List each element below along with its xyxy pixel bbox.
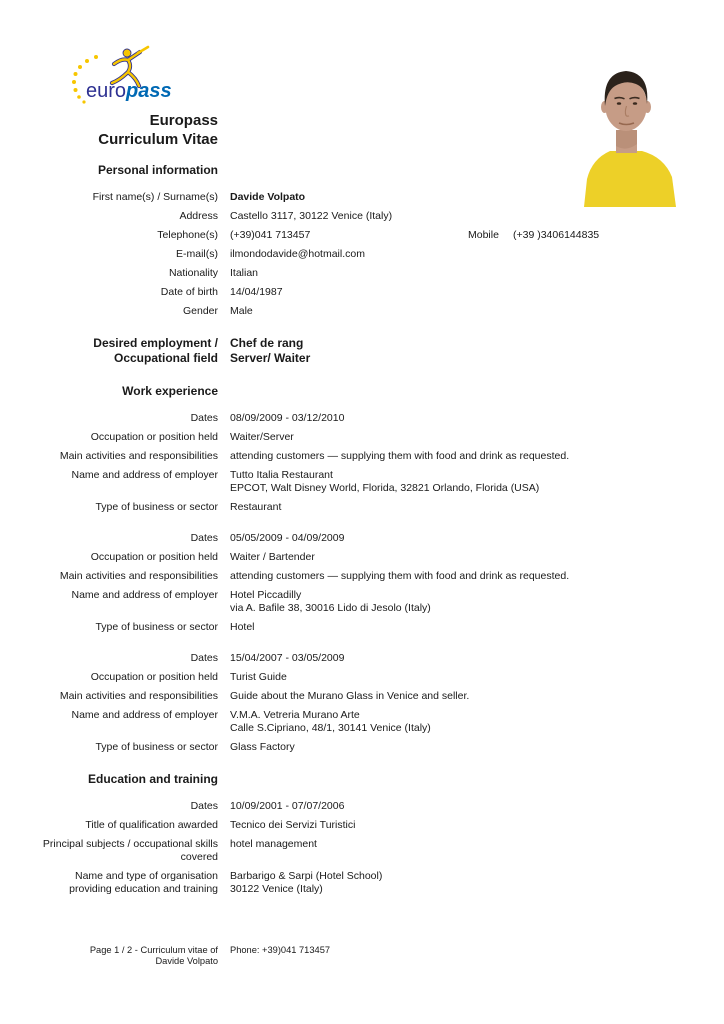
field-label-line: Gender: [182, 305, 218, 317]
field-label: [40, 248, 218, 261]
field-value: [230, 838, 684, 851]
section-heading-row: [40, 772, 684, 786]
field-label-line: Dates: [190, 652, 218, 664]
field-label: [40, 551, 218, 564]
field-label-line: Type of business or sector: [95, 621, 218, 633]
field-label: [40, 838, 218, 864]
field-label-line: Dates: [190, 532, 218, 544]
field-value: [230, 671, 684, 684]
field-row: [40, 621, 684, 634]
field-row: [40, 589, 684, 615]
field-label-line: Date of birth: [160, 286, 218, 298]
field-label-line: Type of business or sector: [95, 741, 218, 753]
section-heading: Education and training: [87, 772, 218, 786]
field-label-line: Main activities and responsibilities: [59, 570, 218, 582]
field-label: [40, 210, 218, 223]
field-value-line: Male: [230, 305, 253, 317]
field-row: [40, 532, 684, 545]
field-value: [230, 621, 684, 634]
field-label-line: Telephone(s): [157, 229, 218, 241]
field-value: [230, 450, 684, 463]
field-row: [40, 229, 684, 242]
field-label: [40, 709, 218, 722]
telephone-value: (+39)041 713457: [230, 229, 311, 241]
field-value-line: Turist Guide: [230, 671, 287, 683]
field-label-line: Principal subjects / occupational skills: [42, 838, 218, 850]
title-line-1: Europass: [149, 112, 218, 129]
cv-sections: [40, 163, 684, 896]
field-row: [40, 286, 684, 299]
field-label: [40, 336, 218, 366]
field-label-line: Name and address of employer: [71, 469, 218, 481]
field-label-line: Name and type of organisation: [74, 870, 218, 882]
field-value: [230, 551, 684, 564]
field-row: [40, 305, 684, 318]
field-label: [40, 621, 218, 634]
field-value-line: Glass Factory: [230, 741, 295, 753]
field-label-line: Main activities and responsibilities: [59, 690, 218, 702]
field-label-line: Name and address of employer: [71, 709, 218, 721]
field-label-line: Main activities and responsibilities: [59, 450, 218, 462]
field-row: [40, 431, 684, 444]
cv-section: [40, 384, 684, 754]
footer-phone: Phone: +39)041 713457: [230, 945, 331, 955]
field-row: [40, 501, 684, 514]
field-value-line: Davide Volpato: [230, 191, 306, 203]
field-row: [40, 570, 684, 583]
field-value-line: ilmondodavide@hotmail.com: [230, 248, 365, 260]
field-row: [40, 709, 684, 735]
mobile-value: (+39 )3406144835: [513, 229, 600, 241]
field-value-line: EPCOT, Walt Disney World, Florida, 32821 Orlando, Florida (USA): [230, 482, 540, 494]
field-label-line: covered: [180, 851, 218, 863]
field-value: [230, 570, 684, 583]
field-value: [230, 336, 684, 366]
field-value-line: Calle S.Cipriano, 48/1, 30141 Venice (Italy): [230, 722, 431, 734]
field-value-line: Waiter/Server: [230, 431, 294, 443]
field-label: [40, 570, 218, 583]
field-label: [40, 690, 218, 703]
field-value-line: 30122 Venice (Italy): [230, 883, 323, 895]
section-heading-row: [40, 384, 684, 398]
field-label: [40, 267, 218, 280]
field-value: [230, 741, 684, 754]
field-row: [40, 819, 684, 832]
field-row: [40, 800, 684, 813]
field-value-line: Server/ Waiter: [230, 351, 311, 365]
field-value-line: Guide about the Murano Glass in Venice and seller.: [230, 690, 470, 702]
field-label-line: Dates: [190, 412, 218, 424]
field-label-line: Occupation or position held: [90, 431, 218, 443]
field-label: [40, 229, 218, 242]
field-value: [230, 652, 684, 665]
entry-group: [40, 652, 684, 754]
cv-section: [40, 772, 684, 896]
field-value-line: Barbarigo & Sarpi (Hotel School): [230, 870, 383, 882]
field-label: [40, 819, 218, 832]
section-heading: Work experience: [122, 384, 218, 398]
europass-logo-graphic: [70, 44, 180, 108]
field-value-line: attending customers — supplying them with food and drink as requested.: [230, 450, 570, 462]
field-value-line: [230, 229, 684, 242]
field-value: [230, 305, 684, 318]
field-row: [40, 210, 684, 223]
page-footer: [0, 945, 724, 967]
field-label-line: Name and address of employer: [71, 589, 218, 601]
field-value: [230, 532, 684, 545]
field-label: [40, 412, 218, 425]
field-label-line: Occupation or position held: [90, 671, 218, 683]
field-value: [230, 709, 684, 735]
field-row: [40, 690, 684, 703]
field-value-line: Hotel Piccadilly: [230, 589, 302, 601]
field-value: [230, 248, 684, 261]
field-row: [40, 741, 684, 754]
field-label: [40, 671, 218, 684]
field-label-line: Occupation or position held: [90, 551, 218, 563]
field-row: [40, 551, 684, 564]
field-label: [40, 589, 218, 602]
field-value-line: hotel management: [230, 838, 317, 850]
footer-page-info: Page 1 / 2 - Curriculum vitae of: [89, 945, 218, 955]
title-line-2: Curriculum Vitae: [98, 131, 218, 148]
entry-group: [40, 191, 684, 318]
field-label-line: Type of business or sector: [95, 501, 218, 513]
field-value-line: 10/09/2001 - 07/07/2006: [230, 800, 345, 812]
neck-shadow: [616, 130, 637, 149]
field-value-line: Tutto Italia Restaurant: [230, 469, 333, 481]
field-value-line: Tecnico dei Servizi Turistici: [230, 819, 356, 831]
field-label: [40, 191, 218, 204]
field-value-line: via A. Bafile 38, 30016 Lido di Jesolo (Italy): [230, 602, 431, 614]
field-label-line: First name(s) / Surname(s): [92, 191, 218, 203]
portrait-photo: [580, 60, 686, 207]
logo-word-euro: euro: [86, 80, 127, 102]
field-label: [40, 286, 218, 299]
field-value: [230, 229, 684, 242]
field-value: [230, 431, 684, 444]
field-value-line: Italian: [230, 267, 259, 279]
entry-group: [40, 800, 684, 896]
field-value-line: Castello 3117, 30122 Venice (Italy): [230, 210, 393, 222]
field-label-line: Occupational field: [113, 351, 218, 365]
field-value-line: 15/04/2007 - 03/05/2009: [230, 652, 345, 664]
field-value: [230, 800, 684, 813]
field-row: [40, 671, 684, 684]
field-row: [40, 652, 684, 665]
field-value: [230, 210, 684, 223]
field-value: [230, 589, 684, 615]
field-value: [230, 286, 684, 299]
field-label-line: providing education and training: [69, 883, 218, 895]
field-row: [40, 412, 684, 425]
field-label: [40, 431, 218, 444]
entry-group: [40, 412, 684, 514]
entry-group: [40, 336, 684, 366]
field-label: [40, 469, 218, 482]
section-heading: Personal information: [97, 163, 218, 177]
field-label: [40, 450, 218, 463]
field-label: [40, 870, 218, 896]
footer-owner-name: Davide Volpato: [155, 956, 218, 966]
europass-logo: [70, 44, 180, 108]
field-value: [230, 870, 684, 896]
field-label-line: Dates: [190, 800, 218, 812]
field-label: [40, 800, 218, 813]
field-row: [40, 870, 684, 896]
field-label-line: Nationality: [168, 267, 218, 279]
field-value-line: 08/09/2009 - 03/12/2010: [230, 412, 345, 424]
field-value-line: 05/05/2009 - 04/09/2009: [230, 532, 345, 544]
field-value-line: V.M.A. Vetreria Murano Arte: [230, 709, 360, 721]
field-value: [230, 412, 684, 425]
portrait-photo-graphic: [580, 60, 686, 207]
field-value: [230, 501, 684, 514]
field-label: [40, 652, 218, 665]
field-label: [40, 501, 218, 514]
field-value: [230, 469, 684, 495]
field-label-line: Address: [179, 210, 218, 222]
field-value: [230, 819, 684, 832]
field-value-line: Restaurant: [230, 501, 282, 513]
field-row: [40, 469, 684, 495]
field-value-line: Hotel: [230, 621, 255, 633]
field-label-line: E-mail(s): [176, 248, 218, 260]
entry-group: [40, 532, 684, 634]
field-value-line: Chef de rang: [230, 336, 304, 350]
field-row: [40, 267, 684, 280]
logo-word-pass: pass: [126, 80, 172, 102]
field-row: [40, 450, 684, 463]
mobile-label: Mobile: [468, 229, 499, 241]
field-value-line: attending customers — supplying them with food and drink as requested.: [230, 570, 570, 582]
field-row: [40, 248, 684, 261]
field-value-line: 14/04/1987: [230, 286, 283, 298]
field-label: [40, 305, 218, 318]
field-label: [40, 741, 218, 754]
field-label-line: Title of qualification awarded: [85, 819, 218, 831]
field-label: [40, 532, 218, 545]
field-row: [40, 336, 684, 366]
field-value-line: Waiter / Bartender: [230, 551, 315, 563]
field-value: [230, 690, 684, 703]
field-value: [230, 267, 684, 280]
field-label-line: Desired employment /: [93, 336, 218, 350]
field-row: [40, 838, 684, 864]
